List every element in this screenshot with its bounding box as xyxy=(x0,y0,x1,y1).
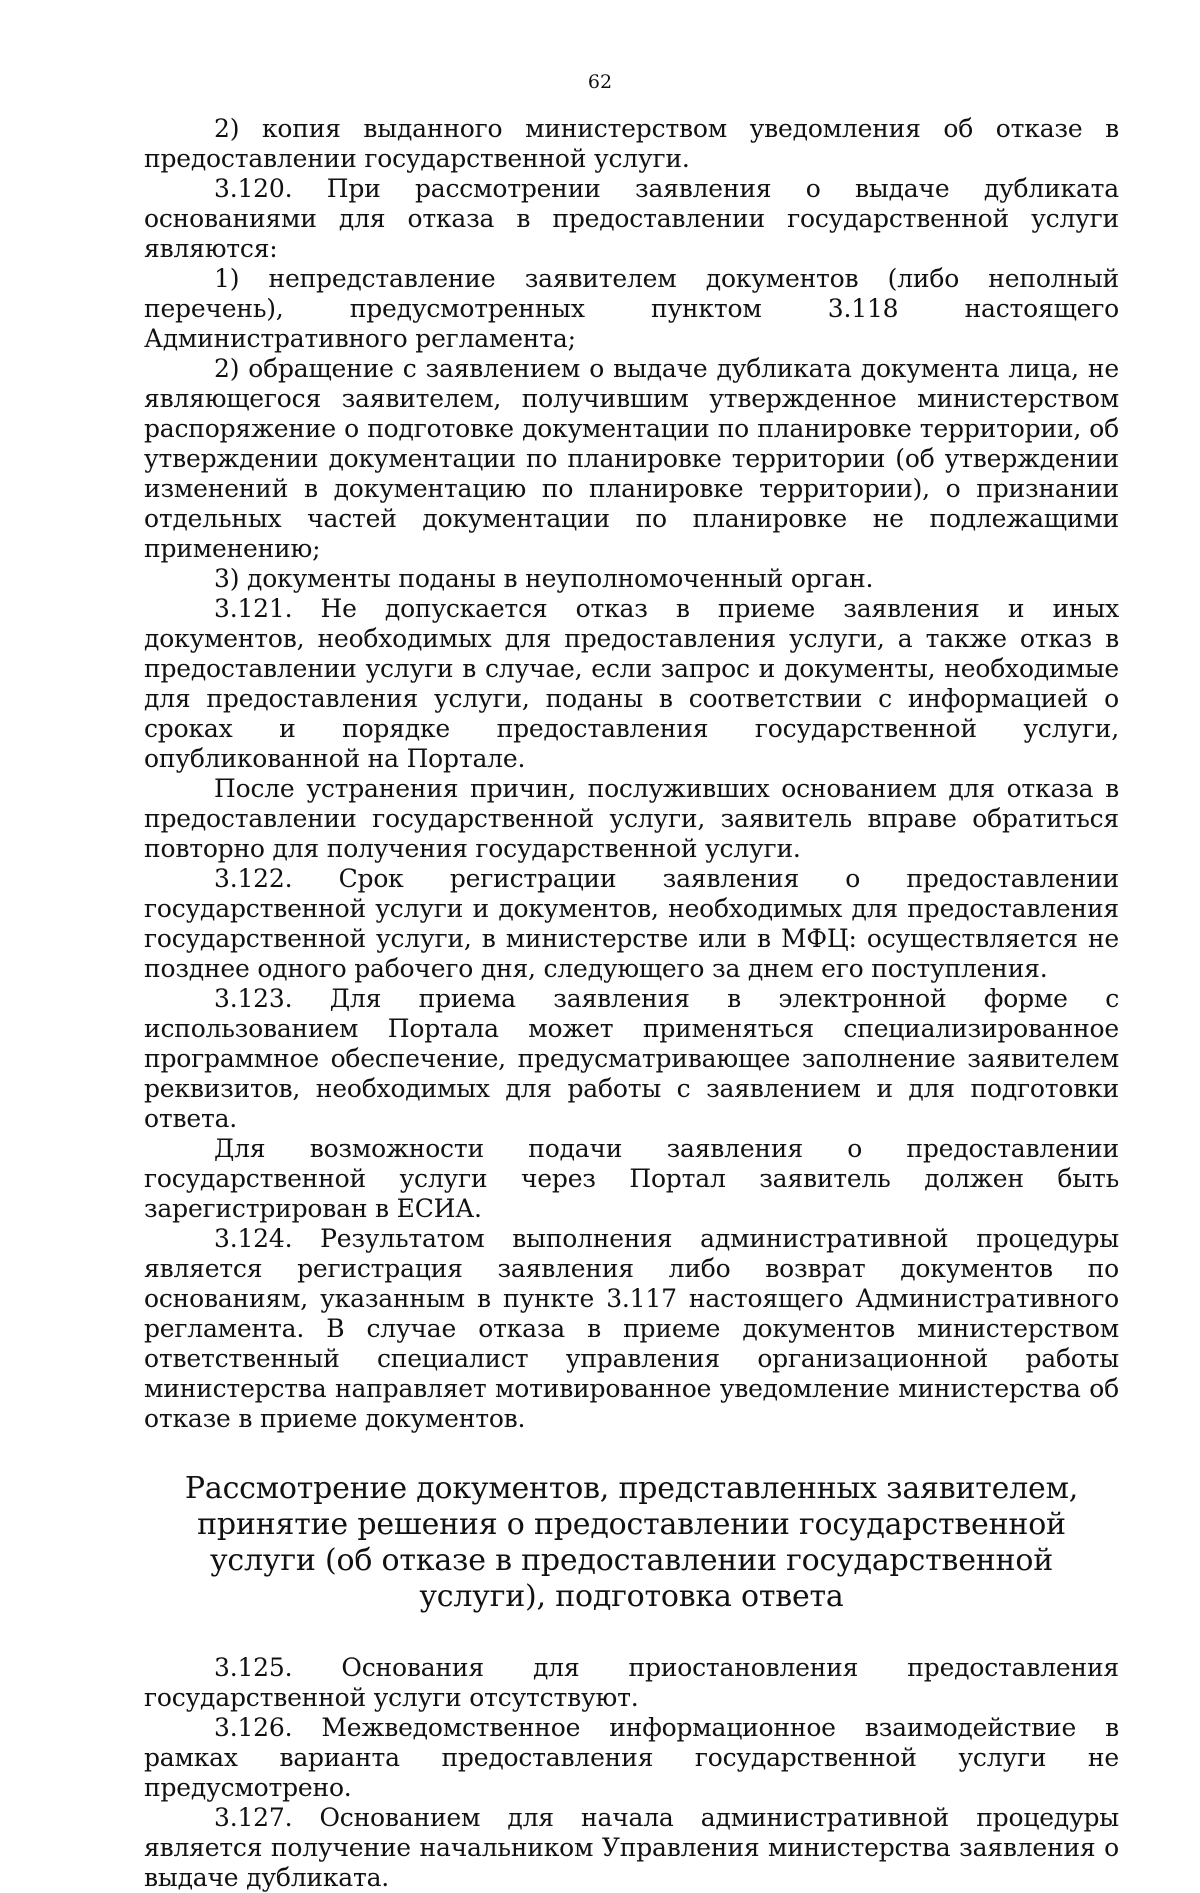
paragraph-3-121: 3.121. Не допускается отказ в приеме заявления и иных документов, необходимых для предоставления услуги, а также отказ в предоставлении услуги в случае, если запрос и документы, необходимые для предоставления услуги, поданы в соответствии с информацией о сроках и порядке предоставления государственной услуги, опубликованной на Портале. xyxy=(144,594,1119,773)
paragraph-esia-registration: Для возможности подачи заявления о предоставлении государственной услуги через Портал заявитель должен быть зарегистрирован в ЕСИА. xyxy=(144,1134,1119,1223)
paragraph-3-122: 3.122. Срок регистрации заявления о предоставлении государственной услуги и документов, необходимых для предоставления государственной услуги, в министерстве или в МФЦ: осуществляется не позднее одного рабочего дня, следующего за днем его поступления. xyxy=(144,864,1119,983)
page-number: 62 xyxy=(587,71,613,93)
paragraph-3-125: 3.125. Основания для приостановления предоставления государственной услуги отсутствуют. xyxy=(144,1653,1119,1712)
document-body xyxy=(144,114,1119,1893)
paragraph-3-120: 3.120. При рассмотрении заявления о выдаче дубликата основаниями для отказа в предоставлении государственной услуги являются: xyxy=(144,174,1119,263)
paragraph-3-123: 3.123. Для приема заявления в электронной форме с использованием Портала может применяться специализированное программное обеспечение, предусматривающее заполнение заявителем реквизитов, необходимых для работы с заявлением и для подготовки ответа. xyxy=(144,984,1119,1133)
paragraph-3-124: 3.124. Результатом выполнения административной процедуры является регистрация заявления либо возврат документов по основаниям, указанным в пункте 3.117 настоящего Административного регламента. В случае отказа в приеме документов министерством ответственный специалист управления организационной работы министерства направляет мотивированное уведомление министерства об отказе в приеме документов. xyxy=(144,1224,1119,1433)
paragraph-3-126: 3.126. Межведомственное информационное взаимодействие в рамках варианта предоставления государственной услуги не предусмотрено. xyxy=(144,1713,1119,1802)
paragraph-reason-3: 3) документы поданы в неуполномоченный орган. xyxy=(214,564,874,593)
section-heading: Рассмотрение документов, представленных заявителем, принятие решения о предоставлении государственной услуги (об отказе в предоставлении государственной услуги), подготовка ответа xyxy=(184,1471,1079,1614)
paragraph-copy-of-notice: 2) копия выданного министерством уведомления об отказе в предоставлении государственной услуги. xyxy=(144,114,1119,173)
paragraph-reason-1: 1) непредставление заявителем документов (либо неполный перечень), предусмотренных пунктом 3.118 настоящего Административного регламента; xyxy=(144,264,1119,353)
paragraph-reason-2: 2) обращение с заявлением о выдаче дубликата документа лица, не являющегося заявителем, получившим утвержденное министерством распоряжение о подготовке документации по планировке территории, об утверждении документации по планировке территории (об утверждении изменений в документацию по планировке территории), о признании отдельных частей документации по планировке не подлежащими применению; xyxy=(144,354,1119,563)
paragraph-3-127: 3.127. Основанием для начала административной процедуры является получение начальником Управления министерства заявления о выдаче дубликата. xyxy=(144,1803,1119,1892)
paragraph-after-elimination: После устранения причин, послуживших основанием для отказа в предоставлении государственной услуги, заявитель вправе обратиться повторно для получения государственной услуги. xyxy=(144,774,1119,863)
